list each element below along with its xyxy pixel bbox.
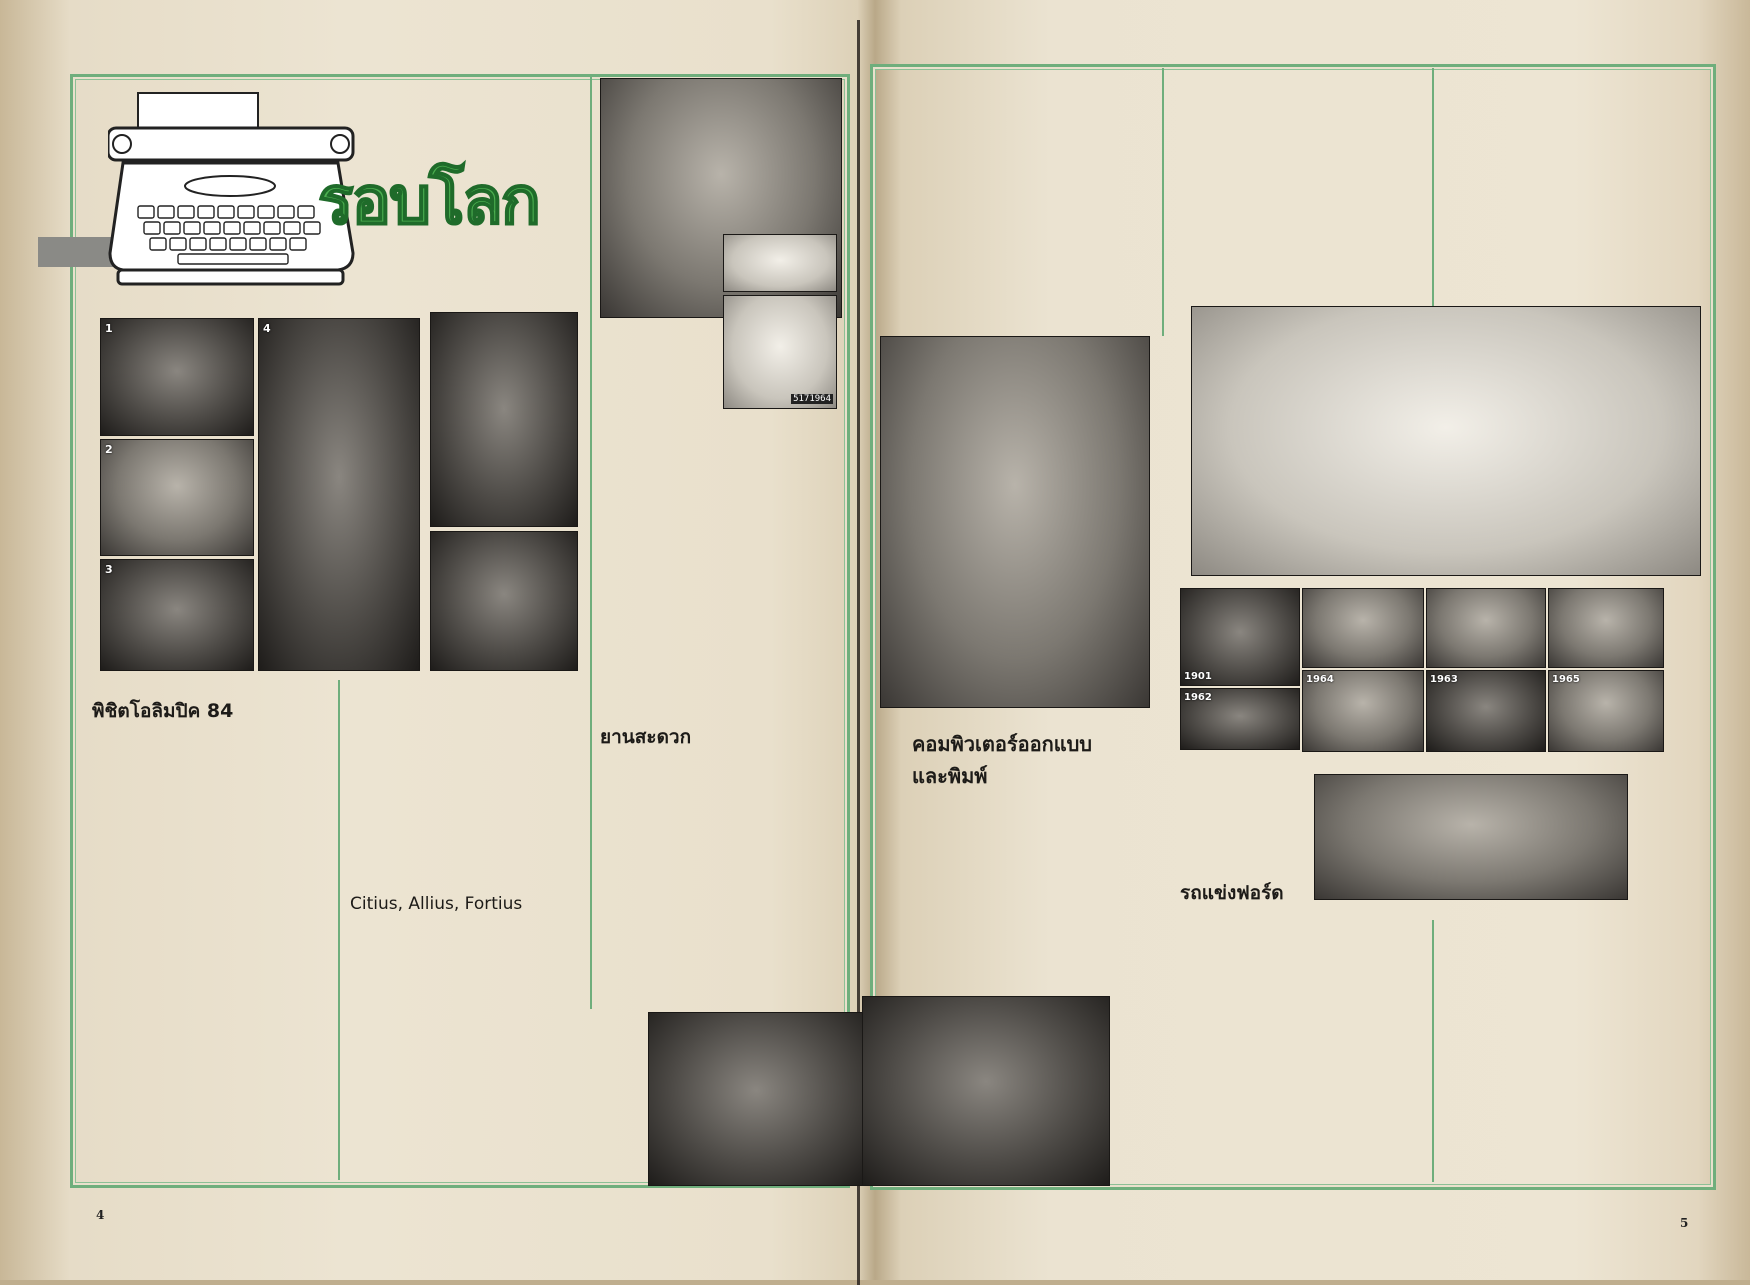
photo-course-map <box>723 295 837 409</box>
olympics-list-item-5 <box>350 742 584 786</box>
olympics-paragraph-1 <box>92 726 330 946</box>
year-label: 1965 <box>1552 674 1580 685</box>
olympics-list-item-1 <box>92 1062 330 1106</box>
column-rule <box>1432 920 1434 1182</box>
ford-column-1 <box>1180 916 1426 1178</box>
computer-body <box>912 796 1156 986</box>
year-label: 1963 <box>1430 674 1458 685</box>
left-page <box>0 0 862 1280</box>
ford-column-2 <box>1440 916 1702 1178</box>
column-rule <box>590 74 592 1009</box>
column-rule <box>338 680 340 1180</box>
photo-office-computer <box>880 336 1150 708</box>
olympics-list-item-2 <box>92 1108 330 1130</box>
photo-sports-car-right <box>862 996 1110 1186</box>
photo-race-car-1963 <box>1426 670 1546 752</box>
photo-antique-race-car <box>1191 306 1701 576</box>
photo-race-car-1964 <box>1302 670 1424 752</box>
photo-race-car-modern <box>1314 774 1628 900</box>
column-rule <box>1162 68 1164 336</box>
photo-number: 1 <box>105 322 113 335</box>
olympics-heading: พิชิตโอลิมปิค 84 <box>92 700 234 722</box>
photo-number: 2 <box>105 443 113 456</box>
photo-olympics-1 <box>100 318 254 436</box>
photo-race-car-1962 <box>1180 688 1300 750</box>
olympics-subheading: Citius, Allius, Fortius <box>350 894 523 914</box>
olympics-list-item-6 <box>350 788 584 876</box>
olympics-paragraph-3 <box>350 922 584 966</box>
photo-olympics-5 <box>430 312 578 527</box>
photo-olympics-6 <box>430 531 578 671</box>
right-page <box>862 0 1750 1280</box>
photo-race-car-1965 <box>1548 670 1664 752</box>
olympics-list-item-3 <box>92 1132 330 1176</box>
page-number: 4 <box>96 1208 105 1222</box>
column-rule <box>1432 68 1434 336</box>
photo-race-car-2 <box>1302 588 1424 668</box>
map-caption: 5171964 <box>793 394 831 404</box>
photo-sports-car-left <box>648 1012 864 1186</box>
top-column-3 <box>1440 90 1702 300</box>
photo-olympics-4-treadmill <box>258 318 420 671</box>
ford-heading: รถแข่งฟอร์ด <box>1180 882 1284 904</box>
olympics-paragraph-2 <box>92 950 330 1060</box>
top-column-2 <box>1170 90 1426 300</box>
photo-race-car-3 <box>1426 588 1546 668</box>
year-label: 1962 <box>1184 692 1212 703</box>
photo-olympics-2 <box>100 439 254 556</box>
year-label: 1964 <box>1306 674 1334 685</box>
photo-olympics-3 <box>100 559 254 671</box>
photo-number: 4 <box>263 322 271 335</box>
photo-race-car-4 <box>1548 588 1664 668</box>
page-number: 5 <box>1680 1216 1689 1230</box>
top-column-1 <box>902 90 1154 332</box>
photo-small-boat <box>723 234 837 292</box>
computer-heading-line-2: และพิมพ์ <box>912 764 988 788</box>
computer-heading-line-1: คอมพิวเตอร์ออกแบบ <box>912 732 1092 756</box>
engineering-paragraph-2 <box>600 754 840 1004</box>
year-label: 1901 <box>1184 671 1212 682</box>
engineering-paragraph-1 <box>600 422 840 712</box>
banner-title: รอบโลก <box>318 162 539 239</box>
photo-number: 3 <box>105 563 113 576</box>
photo-race-car-1901 <box>1180 588 1300 686</box>
olympics-list-item-4 <box>350 696 584 740</box>
olympics-paragraph-4 <box>350 968 584 1180</box>
engineering-heading: ยานสะดวก <box>600 726 692 748</box>
